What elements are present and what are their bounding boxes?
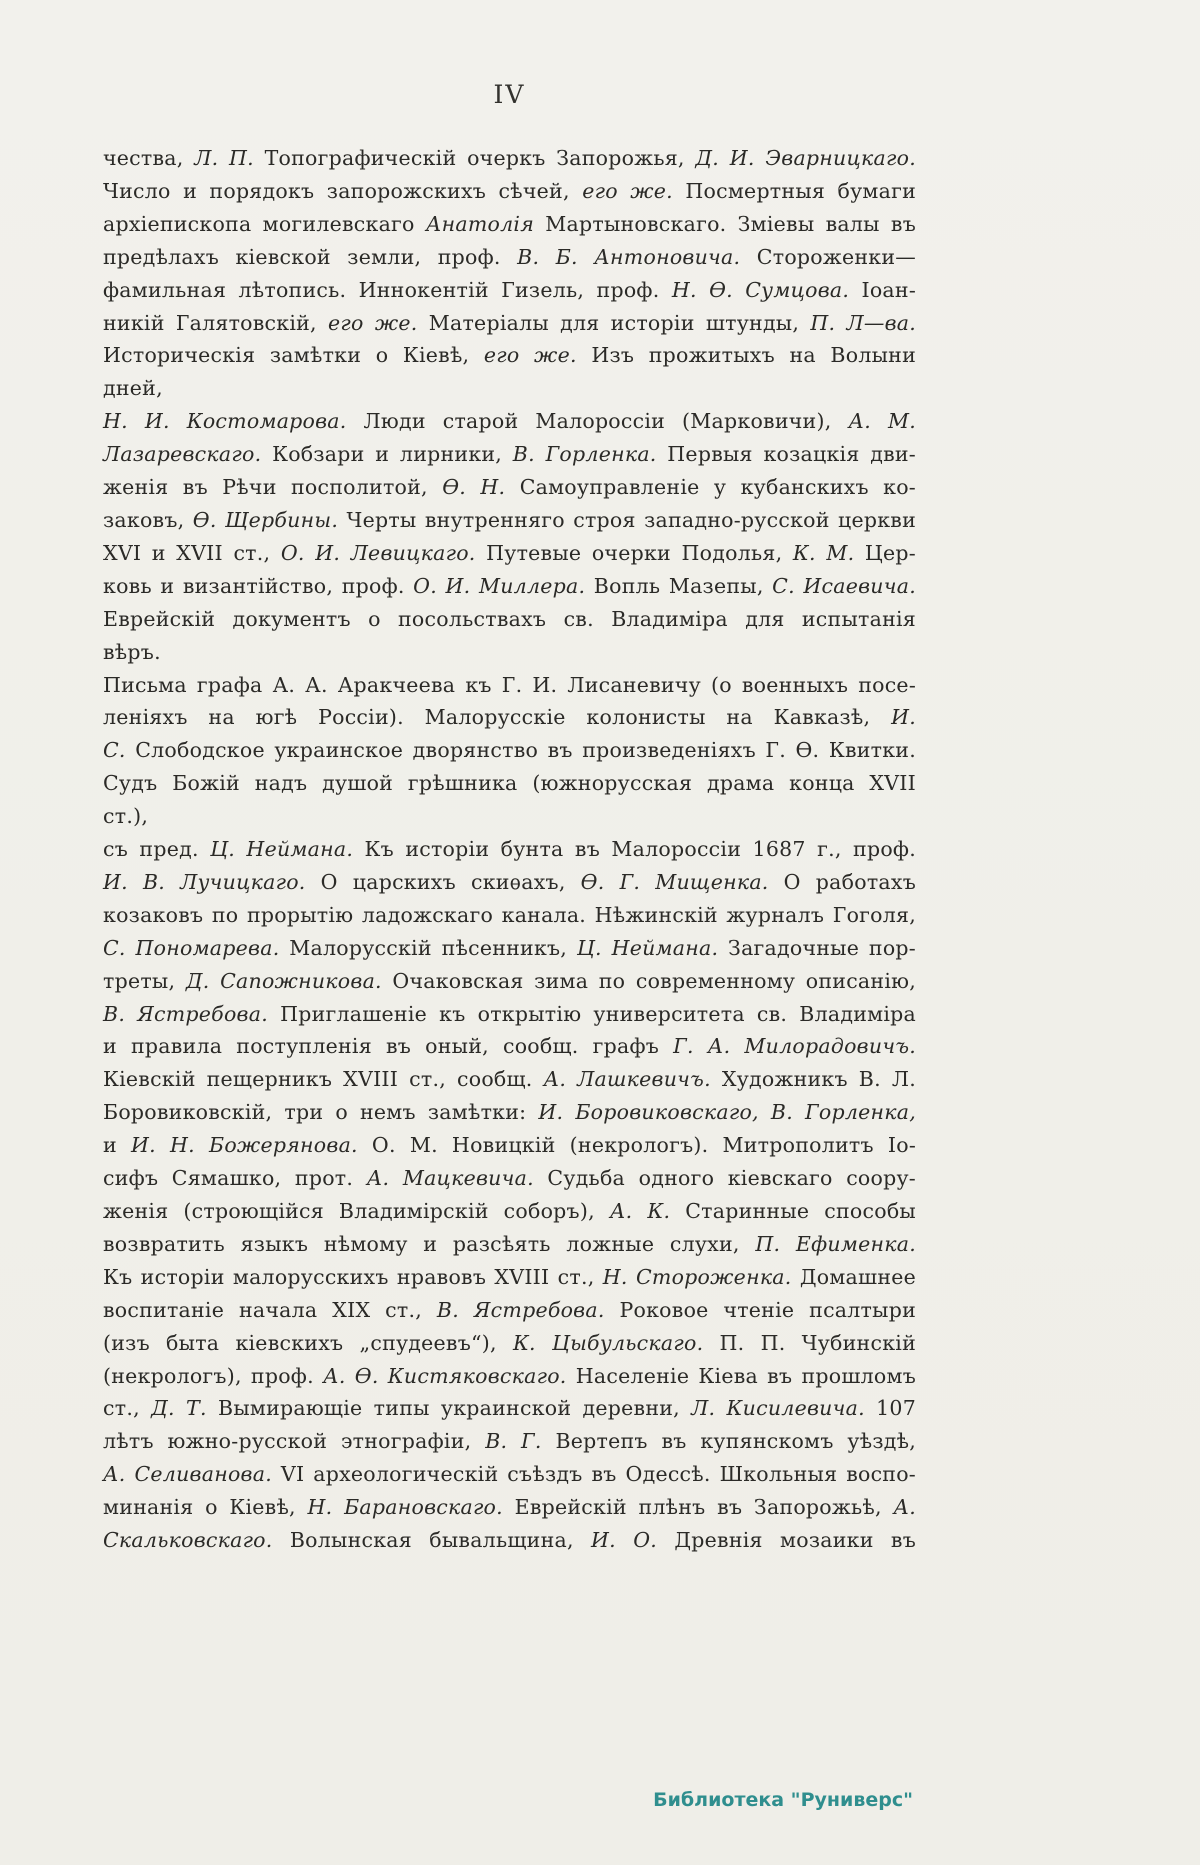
text-line xyxy=(103,307,916,340)
text-line xyxy=(103,1294,916,1327)
text-line xyxy=(103,965,916,998)
text-segment-italic: О. И. Миллера. xyxy=(413,573,586,598)
text-segment: архіепископа могилевскаго xyxy=(103,211,426,236)
text-segment-italic: Г. А. Милорадовичъ. xyxy=(673,1034,916,1059)
text-segment-italic: А. Лашкевичъ. xyxy=(543,1067,711,1092)
text-line xyxy=(103,1063,916,1096)
text-segment: Къ исторіи бунта въ Малороссіи 1687 г., проф. xyxy=(353,837,916,862)
text-segment: чества, xyxy=(103,146,195,170)
text-segment: лѣтъ южно-русской этнографіи, xyxy=(103,1429,486,1454)
text-segment: Люди старой Малороссіи (Марковичи), xyxy=(346,409,849,434)
text-segment: Кіевскій пещерникъ XVIII ст., сообщ. xyxy=(103,1067,544,1092)
text-segment: леніяхъ на югѣ Россіи). Малорусскіе колонисты на Кавказѣ, xyxy=(103,705,892,730)
text-line xyxy=(103,175,916,208)
text-line xyxy=(103,471,916,504)
text-segment: О царскихъ скиѳахъ, xyxy=(305,869,581,894)
text-line xyxy=(103,767,916,833)
text-segment-italic: Анатолія xyxy=(425,211,535,236)
text-segment: минанія о Кіевѣ, xyxy=(103,1495,308,1520)
text-segment: Іоан- xyxy=(849,277,916,302)
text-line xyxy=(103,339,916,405)
text-segment: Число и порядокъ запорожскихъ сѣчей, xyxy=(103,178,583,203)
text-line xyxy=(103,208,916,241)
text-line xyxy=(103,405,916,438)
text-line xyxy=(103,1425,916,1458)
text-segment: (изъ быта кіевскихъ „спудеевъ“), xyxy=(103,1330,513,1355)
text-segment-italic: Лазаревскаго. xyxy=(103,442,262,467)
text-segment: ст., xyxy=(103,1396,152,1421)
text-segment: и xyxy=(103,1133,132,1158)
text-segment: предѣлахъ кіевской земли, проф. xyxy=(103,244,518,269)
text-segment-italic: Н. Ѳ. Сумцова. xyxy=(671,277,850,302)
text-line xyxy=(103,1458,916,1491)
text-line xyxy=(103,932,916,965)
text-line xyxy=(103,1524,916,1557)
text-segment-italic: И. Боровиковскаго, В. Горленка, xyxy=(538,1100,916,1125)
text-segment: Посмертныя бумаги xyxy=(672,178,916,203)
text-segment-italic: В. Ястребова. xyxy=(436,1297,605,1322)
text-segment-italic: И. В. Лучицкаго. xyxy=(103,869,306,894)
text-segment: Первыя козацкія дви- xyxy=(656,442,916,467)
text-segment: Боровиковскій, три о немъ замѣтки: xyxy=(103,1100,539,1125)
text-segment-italic: Н. Барановскаго. xyxy=(307,1495,503,1520)
text-line xyxy=(103,1261,916,1294)
text-segment-italic: П. Л—ва. xyxy=(810,310,916,335)
text-line xyxy=(103,1096,916,1129)
text-segment: Кобзари и лирники, xyxy=(261,442,513,467)
text-segment-italic: П. Ефименка. xyxy=(755,1231,916,1256)
text-segment-italic: Д. И. Эварницкаго. xyxy=(695,146,916,170)
text-segment-italic: О. И. Левицкаго. xyxy=(280,540,476,565)
text-segment: съ пред. xyxy=(103,837,211,862)
text-segment-italic: Ц. Неймана. xyxy=(576,935,719,960)
text-line xyxy=(103,998,916,1031)
text-segment: О работахъ xyxy=(768,869,916,894)
text-segment-italic: И. Н. Божерянова. xyxy=(131,1133,358,1158)
text-segment-italic: В. Горленка. xyxy=(512,442,657,467)
text-segment-italic: его же. xyxy=(483,343,577,368)
text-segment-italic: его же. xyxy=(582,178,673,203)
text-segment-italic: А. Мацкевича. xyxy=(366,1166,534,1191)
text-segment-italic: А. М. xyxy=(848,409,916,434)
text-segment: фамильная лѣтопись. Иннокентій Гизель, проф. xyxy=(103,277,672,302)
text-segment: Загадочные пор- xyxy=(718,935,916,960)
text-segment-italic: Д. Сапожникова. xyxy=(185,968,382,993)
text-line xyxy=(103,603,916,669)
text-segment: Роковое чтеніе псалтыри xyxy=(604,1297,916,1322)
text-line xyxy=(103,1129,916,1162)
text-line xyxy=(103,669,916,702)
text-segment: Малорусскій пѣсенникъ, xyxy=(279,935,577,960)
text-segment-italic: К. Цыбульскаго. xyxy=(512,1330,704,1355)
text-segment: женія (строющійся Владимірскій соборъ), xyxy=(103,1199,610,1223)
text-segment-italic: С. Исаевича. xyxy=(772,573,916,598)
text-segment-italic: К. М. xyxy=(792,540,855,565)
text-line xyxy=(103,1327,916,1360)
library-watermark: Библиотека "Руниверс" xyxy=(653,1789,913,1811)
text-segment: козаковъ по прорытію ладожскаго канала. Нѣжинскій журналъ Гоголя, xyxy=(103,902,916,927)
text-segment: Еврейскій документъ о посольствахъ св. Владиміра для испытанія вѣръ. xyxy=(103,606,916,664)
text-segment: Путевые очерки Подолья, xyxy=(475,540,793,565)
text-line xyxy=(103,241,916,274)
text-segment-italic: Н. Стороженка. xyxy=(602,1264,792,1289)
text-block xyxy=(103,142,916,1557)
text-line xyxy=(103,1491,916,1524)
text-line xyxy=(103,570,916,603)
text-segment: никій Галятовскій, xyxy=(103,310,329,335)
text-line xyxy=(103,142,916,175)
text-segment: Населеніе Кіева въ прошломъ xyxy=(566,1363,916,1388)
text-segment: Художникъ В. Л. xyxy=(710,1067,916,1092)
text-segment: П. П. Чубинскій xyxy=(703,1330,916,1355)
text-segment: Стороженки— xyxy=(740,244,917,269)
text-line xyxy=(103,504,916,537)
text-segment-italic: А. К. xyxy=(609,1199,671,1223)
text-segment-italic: С. xyxy=(103,738,126,763)
text-segment-italic: В. Ястребова. xyxy=(103,1001,268,1026)
text-segment: О. М. Новицкій (некрологъ). Митрополитъ Іо- xyxy=(357,1133,917,1158)
text-line xyxy=(103,1360,916,1393)
text-segment: Очаковская зима по современному описанію, xyxy=(381,968,916,993)
text-segment-italic: В. Г. xyxy=(485,1429,542,1454)
text-segment: Историческія замѣтки о Кіевѣ, xyxy=(103,343,484,368)
text-segment: Изъ прожитыхъ на Волыни дней, xyxy=(103,343,916,401)
text-line xyxy=(103,1228,916,1261)
text-line xyxy=(103,866,916,899)
text-segment: Самоуправленіе у кубанскихъ ко- xyxy=(505,475,916,500)
text-segment-italic: Ѳ. Н. xyxy=(442,475,506,500)
text-segment-italic: И. xyxy=(891,705,916,730)
text-segment: Древнія мозаики въ xyxy=(657,1528,917,1553)
text-segment-italic: Л. П. xyxy=(194,146,254,170)
text-segment: Цер- xyxy=(854,540,916,565)
text-segment: Приглашеніе къ открытію университета св. Владиміра xyxy=(267,1001,917,1026)
text-segment-italic: Л. Кисилевича. xyxy=(691,1396,865,1421)
page-number: IV xyxy=(493,80,526,109)
text-line xyxy=(103,438,916,471)
text-segment: Мартыновскаго. Зміевы валы въ xyxy=(534,211,916,236)
text-segment: заковъ, xyxy=(103,507,193,532)
text-segment: воспитаніе начала XIX ст., xyxy=(103,1297,437,1322)
text-segment: (некрологъ), проф. xyxy=(103,1363,324,1388)
text-segment: сифъ Сямашко, прот. xyxy=(103,1166,367,1191)
text-segment-italic: А. Селиванова. xyxy=(103,1462,272,1487)
text-line xyxy=(103,1162,916,1195)
text-segment: XVI и XVII ст., xyxy=(103,540,281,565)
text-segment: Еврейскій плѣнъ въ Запорожьѣ, xyxy=(502,1495,894,1520)
text-line xyxy=(103,1392,916,1425)
text-segment-italic: А. xyxy=(893,1495,917,1520)
text-line xyxy=(103,701,916,734)
text-segment: Топографическій очеркъ Запорожья, xyxy=(253,146,696,170)
text-segment-italic: Н. И. Костомарова. xyxy=(103,409,347,434)
text-segment-italic: И. О. xyxy=(591,1528,658,1553)
text-segment: и правила поступленія въ оный, сообщ. графъ xyxy=(103,1034,674,1059)
text-segment: Слободское украинское дворянство въ произведеніяхъ Г. Ѳ. Квитки. xyxy=(125,738,916,763)
text-segment-italic: А. Ѳ. Кистяковскаго. xyxy=(323,1363,567,1388)
text-segment: Судъ Божій надъ душой грѣшника (южнорусская драма конца XVII ст.), xyxy=(103,771,916,829)
text-segment: ковь и византійство, проф. xyxy=(103,573,414,598)
text-line xyxy=(103,899,916,932)
text-segment-italic: В. Б. Антоновича. xyxy=(517,244,741,269)
text-segment: Къ исторіи малорусскихъ нравовъ XVIII ст., xyxy=(103,1264,603,1289)
text-segment-italic: Ѳ. Г. Мищенка. xyxy=(580,869,769,894)
text-segment: 107 xyxy=(864,1396,917,1421)
text-line xyxy=(103,274,916,307)
text-segment: Вертепъ въ купянскомъ уѣздѣ, xyxy=(541,1429,917,1454)
text-segment: Судьба одного кіевскаго соору- xyxy=(533,1166,916,1191)
text-line xyxy=(103,1030,916,1063)
text-line xyxy=(103,833,916,866)
text-line xyxy=(103,537,916,570)
text-segment: Вымирающіе типы украинской деревни, xyxy=(206,1396,692,1421)
text-segment: VI археологическій съѣздъ въ Одессѣ. Школьныя воспо- xyxy=(271,1462,916,1487)
text-segment-italic: Д. Т. xyxy=(151,1396,207,1421)
text-segment: Черты внутренняго строя западно-русской церкви xyxy=(338,507,916,532)
text-segment: Старинные способы xyxy=(670,1199,916,1223)
text-segment: Домашнее xyxy=(791,1264,916,1289)
text-line xyxy=(103,1195,916,1228)
text-segment: женія въ Рѣчи посполитой, xyxy=(103,475,443,500)
text-segment-italic: С. Пономарева. xyxy=(103,935,280,960)
text-segment-italic: Скальковскаго. xyxy=(103,1528,273,1553)
text-segment: Матеріалы для исторіи штунды, xyxy=(417,310,811,335)
text-line xyxy=(103,734,916,767)
text-segment-italic: Ѳ. Щербины. xyxy=(192,507,339,532)
text-segment: треты, xyxy=(103,968,186,993)
text-segment-italic: Ц. Неймана. xyxy=(210,837,354,862)
text-segment: Вопль Мазепы, xyxy=(585,573,773,598)
text-segment: Волынская бывальщина, xyxy=(272,1528,592,1553)
text-segment: возвратить языкъ нѣмому и разсѣять ложные слухи, xyxy=(103,1231,756,1256)
text-segment: Письма графа А. А. Аракчеева къ Г. И. Лисаневичу (о военныхъ посе- xyxy=(103,672,916,697)
text-segment-italic: его же. xyxy=(328,310,418,335)
